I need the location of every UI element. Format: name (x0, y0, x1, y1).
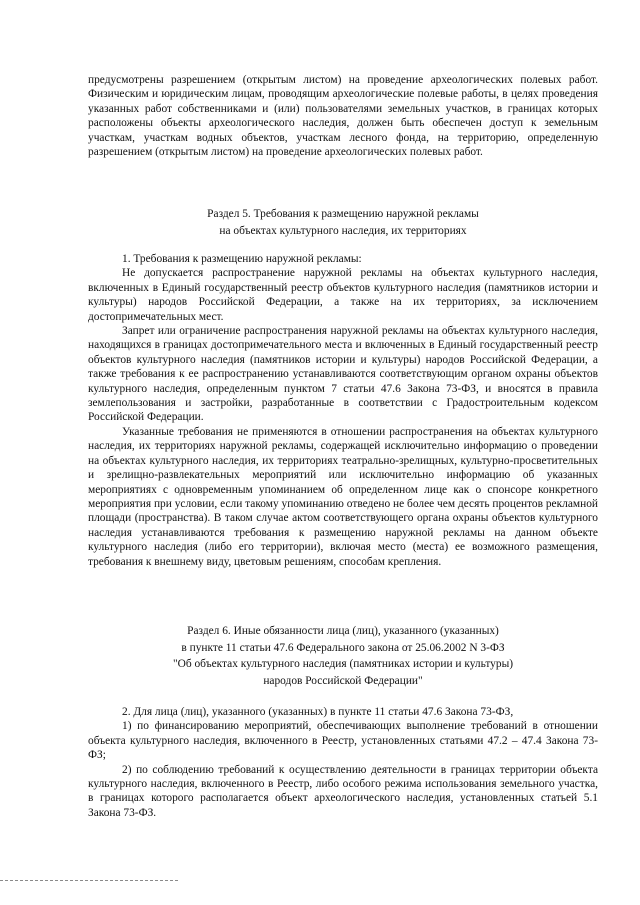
footnote-separator (0, 880, 178, 881)
section6-body (88, 705, 598, 820)
section6-title-line3: "Об объектах культурного наследия (памятниках истории и культуры) (172, 658, 514, 670)
section5-paragraph-1: 1. Требования к размещению наружной рекламы: (122, 253, 362, 265)
section6-paragraph-1: 2. Для лица (лиц), указанного (указанных) в пункте 11 статьи 47.6 Закона 73-ФЗ, (122, 706, 514, 718)
section5-title-line2: на объектах культурного наследия, их территориях (219, 224, 467, 237)
section6-paragraph-3: 2) по соблюдению требований к осуществлению деятельности в границах территории объекта культурного наследия, включенного в Реестр, либо особого режима использования земельного участка, в границах которого располагается объект археологического наследия, установленных статьей 5.1 Закона 73-ФЗ. (88, 763, 598, 819)
section5-title-line1: Раздел 5. Требования к размещению наружной рекламы (207, 208, 479, 220)
section6-paragraph-2: 1) по финансированию мероприятий, обеспечивающих выполнение требований в отношении объекта культурного наследия, включенного в Реестр, установленных статьями 47.2 – 47.4 Закона 73-ФЗ; (88, 720, 598, 762)
section5-heading (88, 206, 598, 239)
section5-paragraph-2: Не допускается распространение наружной рекламы на объектах культурного наследия, включенных в Единый государственный реестр объектов культурного наследия (памятников истории и культуры) народов Российской Федерации, а также на их территориях, за исключением достопримечательных мест. (88, 267, 598, 323)
intro-paragraph: предусмотрены разрешением (открытым листом) на проведение археологических полевых работ. Физическим и юридическим лицам, проводящим археологические полевые работы, в целях проведения указанных работ собственниками и (или) пользователями земельных участков, в границах которых расположены объекты археологического наследия, должен быть обеспечен доступ к земельным участкам, участкам водных объектов, участкам лесного фонда, на территорию, определенную разрешением (открытым листом) на проведение археологических полевых работ. (88, 74, 598, 159)
section6-title-line1: Раздел 6. Иные обязанности лица (лиц), указанного (указанных) (187, 625, 499, 637)
section6-heading (88, 623, 598, 689)
section6-title-line2: в пункте 11 статьи 47.6 Федерального закона от 25.06.2002 N 3-ФЗ (181, 641, 505, 654)
section5-body (88, 252, 598, 569)
section5-paragraph-3: Запрет или ограничение распространения наружной рекламы на объектах культурного наследия, находящихся в границах достопримечательного места и включенных в Единый государственный реестр объектов культурного наследия (памятников истории и культуры) народов Российской Федерации, а также требования к ее распространению устанавливаются соответствующим органом охраны объектов культурного наследия, определенным пунктом 7 статьи 47.6 Закона 73-ФЗ, и вносятся в правила землепользования и застройки, разработанные в соответствии с Градостроительным кодексом Российской Федерации. (88, 325, 598, 424)
section5-paragraph-4: Указанные требования не применяются в отношении распространения на объектах культурного наследия, их территориях наружной рекламы, содержащей исключительно информацию о проведении на объектах культурного наследия, их территориях театрально-зрелищных, культурно-просветительных и зрелищно-развлекательных мероприятий или исключительно информацию об указанных мероприятиях с одновременным упоминанием об определенном лице как о спонсоре конкретного мероприятия при условии, если такому упоминанию отведено не более чем десять процентов рекламной площади (пространства). В таком случае актом соответствующего органа охраны объектов культурного наследия устанавливаются требования к размещению наружной рекламы на данном объекте культурного наследия (либо его территории), включая место (места) ее возможного размещения, требования к внешнему виду, цветовым решениям, способам крепления. (88, 425, 598, 568)
section6-title-line4: народов Российской Федерации" (263, 674, 423, 687)
intro-block (88, 73, 598, 159)
